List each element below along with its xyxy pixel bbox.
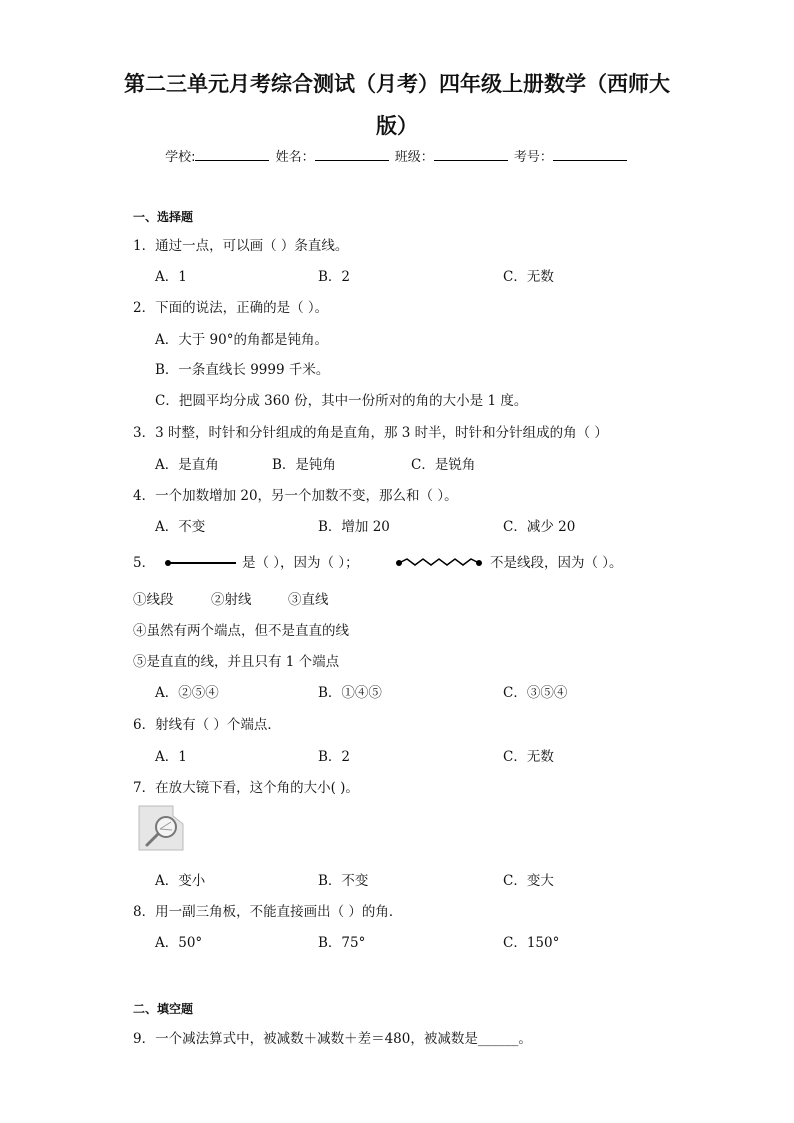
- question-7: 7．在放大镜下看，这个角的大小( )。: [133, 780, 359, 796]
- q5-choice-4: ④虽然有两个端点，但不是直直的线: [133, 623, 349, 639]
- q2-option-c[interactable]: C．把圆平均分成 360 份，其中一份所对的角的大小是 1 度。: [155, 393, 528, 409]
- question-6: 6．射线有（ ）个端点．: [133, 717, 281, 733]
- q5-end-text: 不是线段，因为（ ）。: [490, 555, 623, 571]
- name-label: 姓名：: [275, 150, 315, 165]
- q6-option-c[interactable]: C．无数: [503, 749, 554, 765]
- q6-option-b[interactable]: B．2: [318, 749, 351, 765]
- wavy-line-figure: [393, 552, 485, 572]
- q5-middle-text: 是（ ），因为（ ）；: [242, 555, 359, 571]
- question-8: 8．用一副三角板，不能直接画出（ ）的角．: [133, 904, 403, 920]
- q5-choice-2: ②射线: [211, 592, 252, 608]
- question-3: 3．3 时整，时针和分针组成的角是直角，那 3 时半，时针和分针组成的角（ ）: [133, 425, 608, 441]
- q5-option-c[interactable]: C．③⑤④: [503, 685, 568, 701]
- q2-option-b[interactable]: B．一条直线长 9999 千米。: [155, 362, 330, 378]
- q5-choice-1: ①线段: [133, 592, 174, 608]
- student-info-line: [0, 146, 794, 165]
- school-label: 学校:: [165, 150, 196, 165]
- section-2-title: 二、填空题: [133, 1002, 194, 1016]
- question-4: 4．一个加数增加 20，另一个加数不变，那么和（ ）。: [133, 488, 458, 504]
- question-2: 2．下面的说法，正确的是（ ）。: [133, 300, 329, 316]
- q3-option-c[interactable]: C．是锐角: [411, 457, 476, 473]
- section-1-title: 一、选择题: [133, 210, 194, 224]
- q3-option-b[interactable]: B．是钝角: [272, 457, 336, 473]
- title-line-1: 第二三单元月考综合测试（月考）四年级上册数学（西师大: [124, 72, 670, 96]
- q8-option-c[interactable]: C．150°: [503, 935, 560, 951]
- q7-option-b[interactable]: B．不变: [318, 873, 369, 889]
- magnifier-angle-icon: [133, 802, 191, 854]
- q5-option-b[interactable]: B．①④⑤: [318, 685, 382, 701]
- name-blank[interactable]: [315, 148, 389, 161]
- exam-no-label: 考号：: [513, 150, 553, 165]
- q8-option-a[interactable]: A．50°: [155, 935, 203, 951]
- q4-option-a[interactable]: A．不变: [155, 519, 206, 535]
- q1-option-a[interactable]: A．1: [155, 269, 187, 285]
- question-1: 1．通过一点，可以画（ ）条直线。: [133, 238, 349, 254]
- q4-option-b[interactable]: B．增加 20: [318, 519, 390, 535]
- q6-option-a[interactable]: A．1: [155, 749, 187, 765]
- q2-option-a[interactable]: A．大于 90°的角都是钝角。: [155, 332, 328, 348]
- q7-option-a[interactable]: A．变小: [155, 873, 206, 889]
- q1-option-b[interactable]: B．2: [318, 269, 351, 285]
- question-9: 9．一个减法算式中，被减数＋减数＋差＝480，被减数是______。: [133, 1031, 532, 1047]
- q3-option-a[interactable]: A．是直角: [155, 457, 219, 473]
- q5-choice-5: ⑤是直直的线，并且只有 1 个端点: [133, 654, 340, 670]
- q7-option-c[interactable]: C．变大: [503, 873, 554, 889]
- title-line-2: 版）: [376, 114, 418, 138]
- q1-option-c[interactable]: C．无数: [503, 269, 554, 285]
- class-label: 班级：: [394, 150, 434, 165]
- class-blank[interactable]: [434, 148, 508, 161]
- q5-option-a[interactable]: A．②⑤④: [155, 685, 219, 701]
- q4-option-c[interactable]: C．减少 20: [503, 519, 576, 535]
- question-5-number: 5．: [133, 555, 156, 571]
- q8-option-b[interactable]: B．75°: [318, 935, 366, 951]
- exam-no-blank[interactable]: [553, 148, 627, 161]
- q5-choice-3: ③直线: [288, 592, 329, 608]
- line-segment-figure: [160, 555, 242, 571]
- school-blank[interactable]: [195, 148, 269, 161]
